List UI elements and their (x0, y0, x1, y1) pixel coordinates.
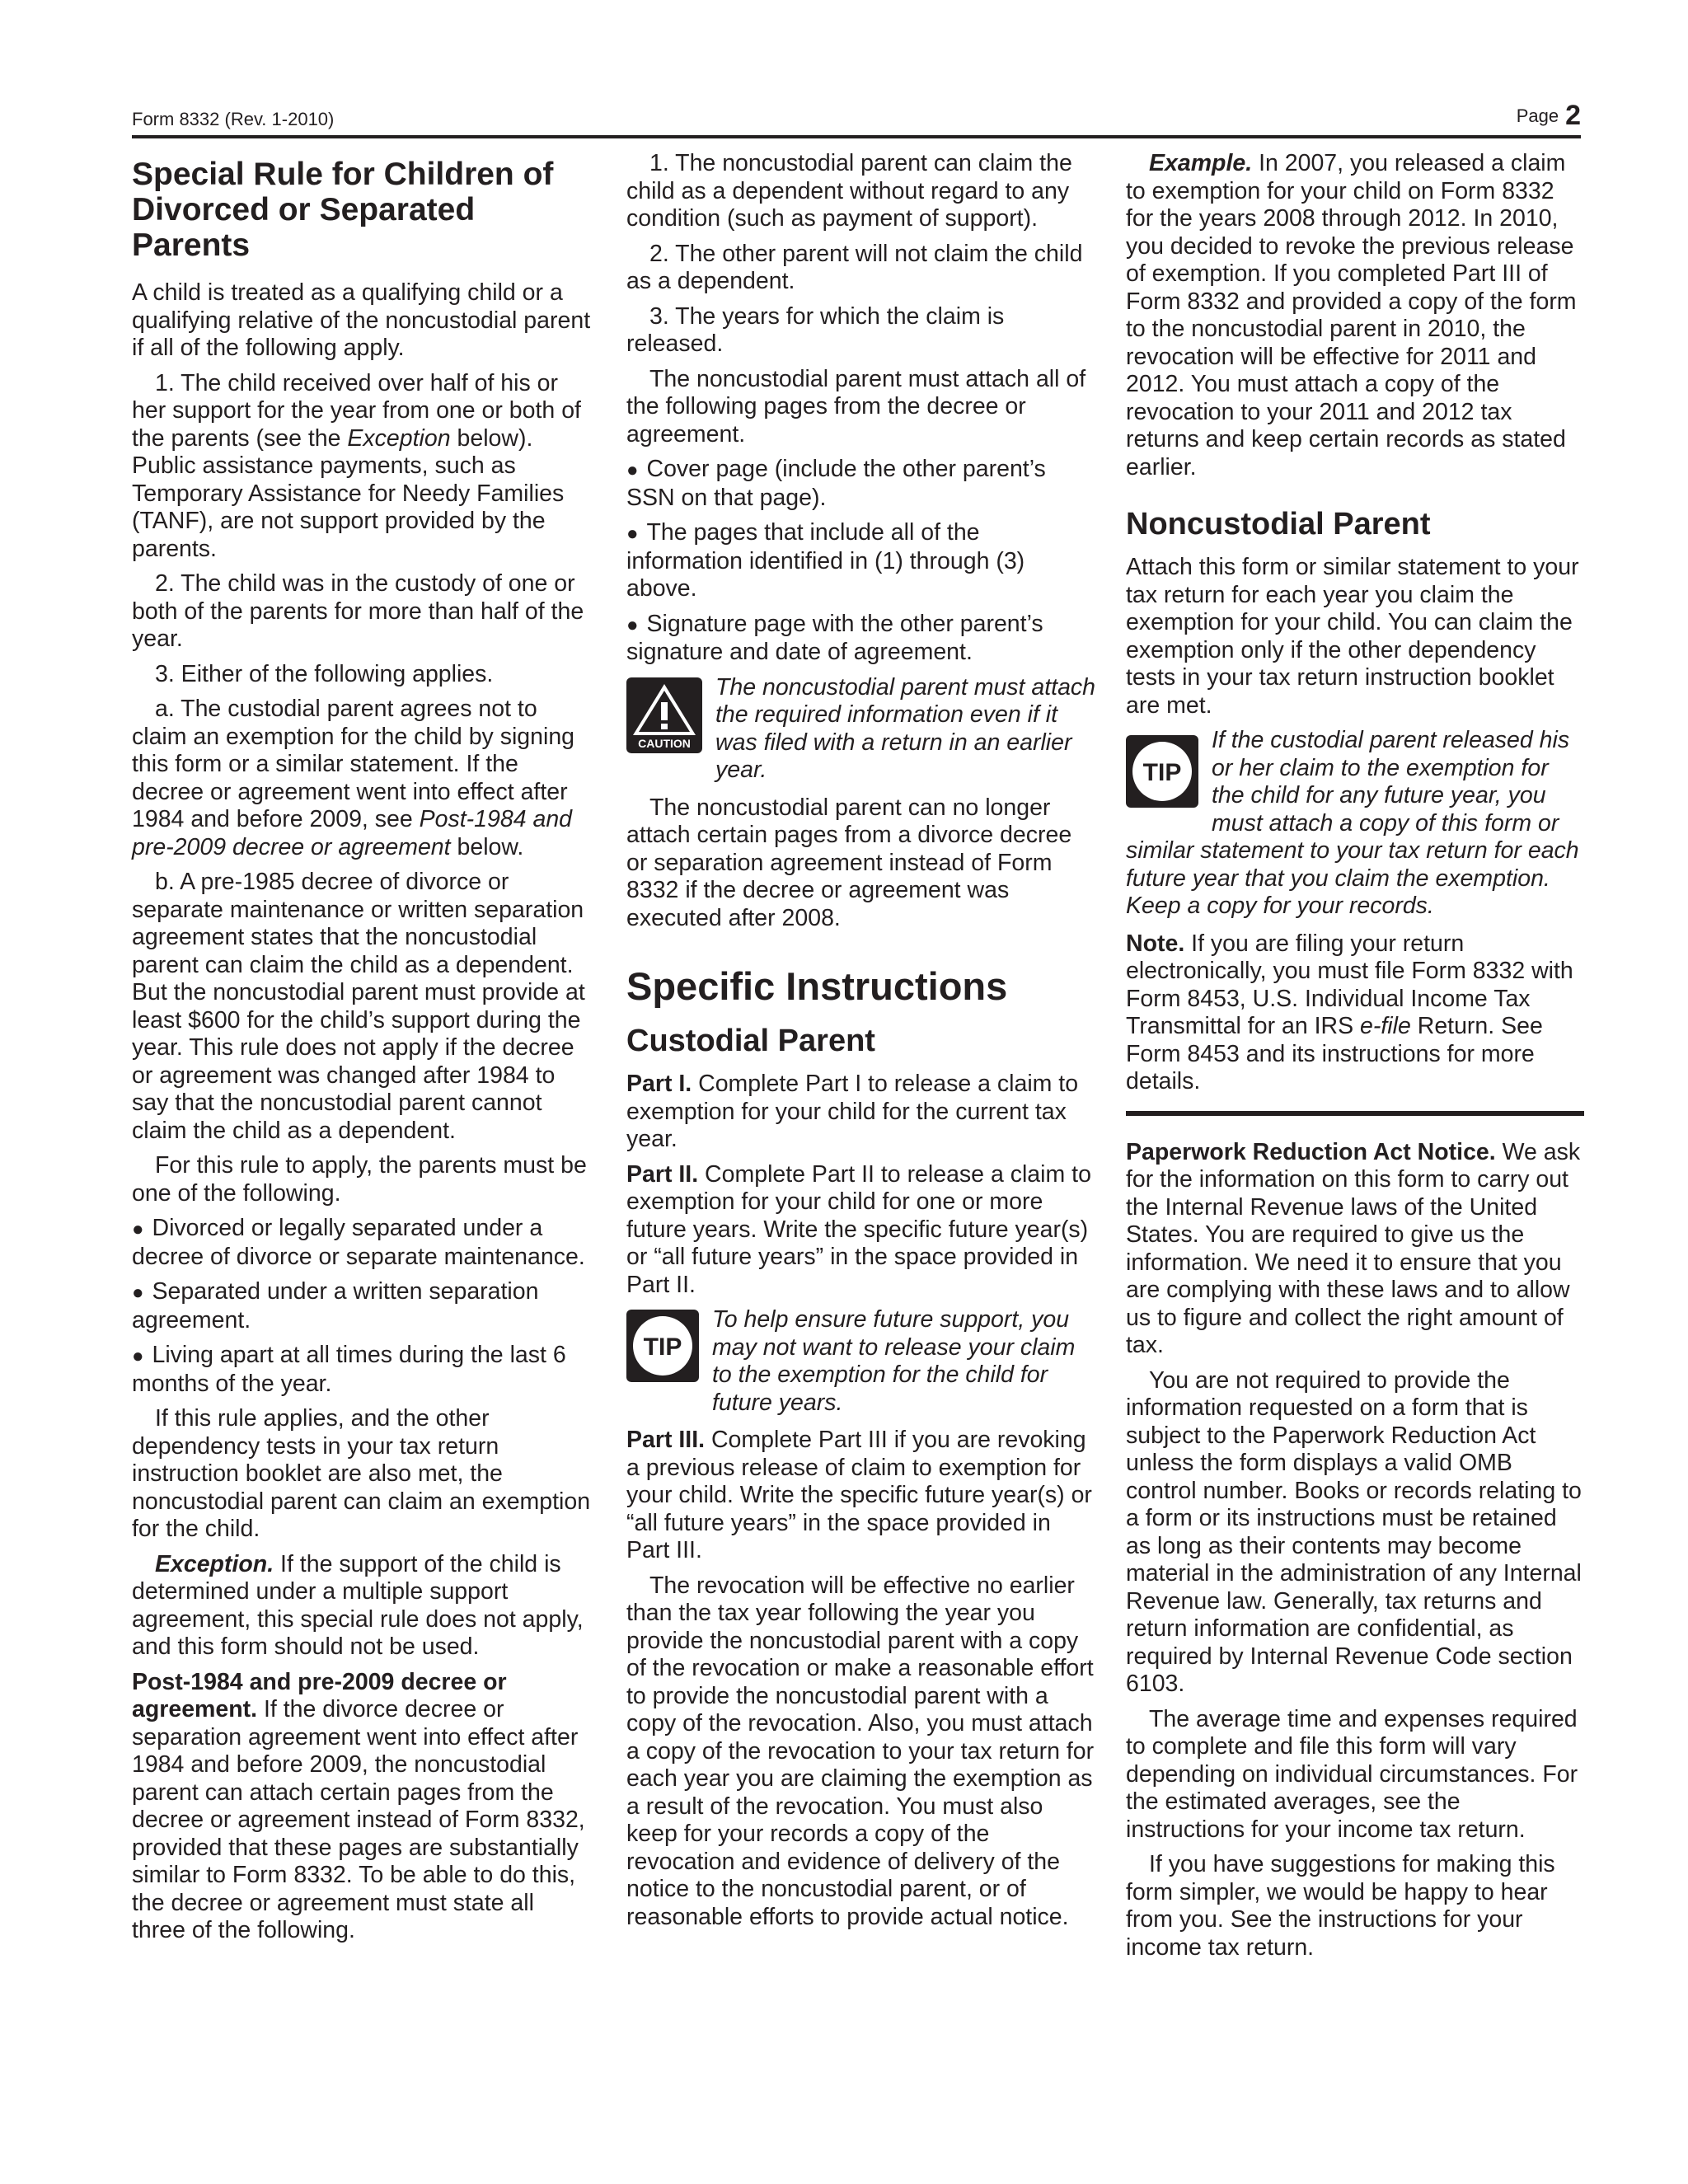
caution-note (626, 674, 1096, 785)
custodial-parent-heading: Custodial Parent (626, 1024, 875, 1058)
condition-2: 2. The child was in the custody of one or both of the parents for more than half of the year. (132, 570, 584, 652)
page-number: 2 (1565, 100, 1581, 131)
paperwork-notice-paragraph: Paperwork Reduction Act Notice. We ask for the information on this form to carry out the Internal Revenue laws of the United States. You are required to give us the information. We need it to ensure that you are complying with these laws and to allow us to figure and collect the right amount of tax. (1126, 1138, 1581, 1358)
list-item: ● Living apart at all times during the last 6 months of the year. (132, 1342, 593, 1398)
column-1 (132, 150, 593, 1952)
requirement-3: 3. The years for which the claim is released. (626, 302, 1005, 357)
svg-text:CAUTION: CAUTION (638, 736, 691, 750)
form-id: Form 8332 (Rev. 1-2010) (132, 109, 335, 129)
average-time-paragraph: The average time and expenses required to complete and file this form will vary depending on individual circumstances. For the estimated averages, see the instructions for your income tax return. (1126, 1705, 1578, 1843)
intro-paragraph: A child is treated as a qualifying child or a qualifying relative of the noncustodial parent if all of the following apply. (132, 279, 591, 361)
svg-text:TIP: TIP (643, 1333, 682, 1361)
not-required-paragraph: You are not required to provide the information requested on a form that is subject to the Paperwork Reduction Act unless the form displays a valid OMB control number. Books or records relating to a form or its instructions must be retained as long as their contents may become material in the administration of any Internal Revenue law. Generally, tax returns and return information are confidential, as required by Internal Revenue Code section 6103. (1126, 1366, 1582, 1697)
noncustodial-parent-heading: Noncustodial Parent (1126, 507, 1431, 541)
caution-text: The noncustodial parent must attach the required information even if it was filed with a return in an earlier year. (715, 673, 1096, 783)
part-1-paragraph: Part I. Complete Part I to release a claim to exemption for your child for the current tax year. (626, 1071, 1079, 1152)
no-longer-paragraph: The noncustodial parent can no longer attach certain pages from a divorce decree or separation agreement instead of Form 8332 if the decree or agreement was executed after 2008. (626, 794, 1072, 931)
suggestions-paragraph: If you have suggestions for making this form simpler, we would be happy to hear from you. See the instructions for your income tax return. (1126, 1851, 1555, 1961)
column-3 (1126, 150, 1584, 1969)
revocation-paragraph: The revocation will be effective no earlier than the tax year following the year you provide the noncustodial parent with a copy of the revocation or make a reasonable effort to provide the noncustodial parent with a copy of the revocation. Also, you must attach a copy of the revocation to your tax return for each year you are claiming the exemption as a result of the revocation. You must also keep for your records a copy of the revocation and evidence of delivery of the notice to the noncustodial parent, or of reasonable efforts to provide actual notice. (626, 1572, 1095, 1930)
condition-3b: b. A pre-1985 decree of divorce or separate maintenance or written separation agreement states that the noncustodial parent can claim the child as a dependent. But the noncustodial parent must provide at least $600 for the child’s support during the year. This rule does not apply if the decree or agreement was changed after 1984 to say that the noncustodial parent cannot claim the child as a dependent. (132, 869, 585, 1144)
list-item: ● Divorced or legally separated under a decree of divorce or separate maintenance. (132, 1215, 593, 1271)
tip-note (1126, 727, 1584, 921)
special-rule-heading: Special Rule for Children of Divorced or Separated Parents (132, 157, 554, 263)
column-2 (626, 150, 1096, 1938)
list-item: ● Separated under a written separation agreement. (132, 1278, 593, 1334)
note-paragraph: Note. If you are filing your return electronically, you must file Form 8332 with Form 8453, U.S. Individual Income Tax Transmittal for an IRS e-file Return. See Form 8453 and its instructions for more details. (1126, 930, 1573, 1094)
part-3-paragraph: Part III. Complete Part III if you are revoking a previous release of claim to exemption for your child. Write the specific future year(s) or “all future years” in the space provided in Part III. (626, 1427, 1092, 1563)
tip-icon (1126, 735, 1198, 808)
svg-text:TIP: TIP (1142, 759, 1182, 786)
part-2-paragraph: Part II. Complete Part II to release a claim to exemption for your child for one or more future years. Write the specific future year(s) or “all future years” in the space provided in Part II. (626, 1160, 1091, 1298)
noncustodial-attach-paragraph: Attach this form or similar statement to your tax return for each year you claim the exemption for your child. You can claim the exemption only if the other dependency tests in your tax return instruction booklet are met. (1126, 554, 1579, 719)
page-indicator (1517, 100, 1581, 132)
specific-instructions-heading: Specific Instructions (626, 964, 1008, 1008)
if-applies-paragraph: If this rule applies, and the other dependency tests in your tax return instruction booklet are also met, the noncustodial parent can claim an exemption for the child. (132, 1405, 591, 1542)
tip-text: If the custodial parent released his or her claim to the exemption for the child for any future year, you must attach a copy of this form or similar statement to your tax return for each future year that you claim the exemption. Keep a copy for your records. (1126, 727, 1579, 919)
requirement-2: 2. The other parent will not claim the child as a dependent. (626, 240, 1083, 294)
post-1984-paragraph: Post-1984 and pre-2009 decree or agreement. If the divorce decree or separation agreement went into effect after 1984 and before 2009, the noncustodial parent can attach certain pages from the decree or agreement instead of Form 8332, provided that these pages are substantially similar to Form 8332. To be able to do this, the decree or agreement must state all three of the following. (132, 1668, 585, 1943)
tip-text: To help ensure future support, you may not want to release your claim to the exemption for the child for future years. (712, 1306, 1076, 1416)
list-item: ● Cover page (include the other parent’s SSN on that page). (626, 456, 1096, 512)
page-label: Page (1516, 105, 1559, 126)
list-item: ● Signature page with the other parent’s signature and date of agreement. (626, 611, 1096, 667)
tip-note (626, 1306, 1096, 1417)
condition-3a: a. The custodial parent agrees not to claim an exemption for the child by signing this form or a similar statement. If the decree or agreement went into effect after 1984 and before 2009, see Post-1984 and pre-2009 decree or agreement below. (132, 696, 575, 860)
rule-apply-paragraph: For this rule to apply, the parents must be one of the following. (132, 1152, 587, 1207)
page-header (132, 102, 1581, 138)
exception-paragraph: Exception. If the support of the child is determined under a multiple support agreement, this special rule does not apply, and this form should not be used. (132, 1550, 584, 1660)
condition-3: 3. Either of the following applies. (155, 660, 494, 687)
caution-icon (626, 677, 702, 753)
tip-icon (626, 1310, 699, 1382)
requirement-1: 1. The noncustodial parent can claim the child as a dependent without regard to any condition (such as payment of support). (626, 150, 1072, 232)
condition-1: 1. The child received over half of his or her support for the year from one or both of the parents (see the Exception below). Public assistance payments, such as Temporary Assistance for Needy Families (TANF), are not support provided by the parents. (132, 369, 581, 562)
attach-paragraph: The noncustodial parent must attach all of the following pages from the decree or agreement. (626, 365, 1086, 448)
list-item: ● The pages that include all of the information identified in (1) through (3) above. (626, 519, 1096, 603)
example-paragraph: Example. In 2007, you released a claim to exemption for your child on Form 8332 for the years 2008 through 2012. In 2010, you decided to revoke the previous release of exemption. If you completed Part III of Form 8332 and provided a copy of the form to the noncustodial parent in 2010, the revocation will be effective for 2011 and 2012. You must attach a copy of the revocation to your 2011 and 2012 tax returns and keep certain records as stated earlier. (1126, 150, 1577, 480)
section-divider (1126, 1111, 1584, 1116)
